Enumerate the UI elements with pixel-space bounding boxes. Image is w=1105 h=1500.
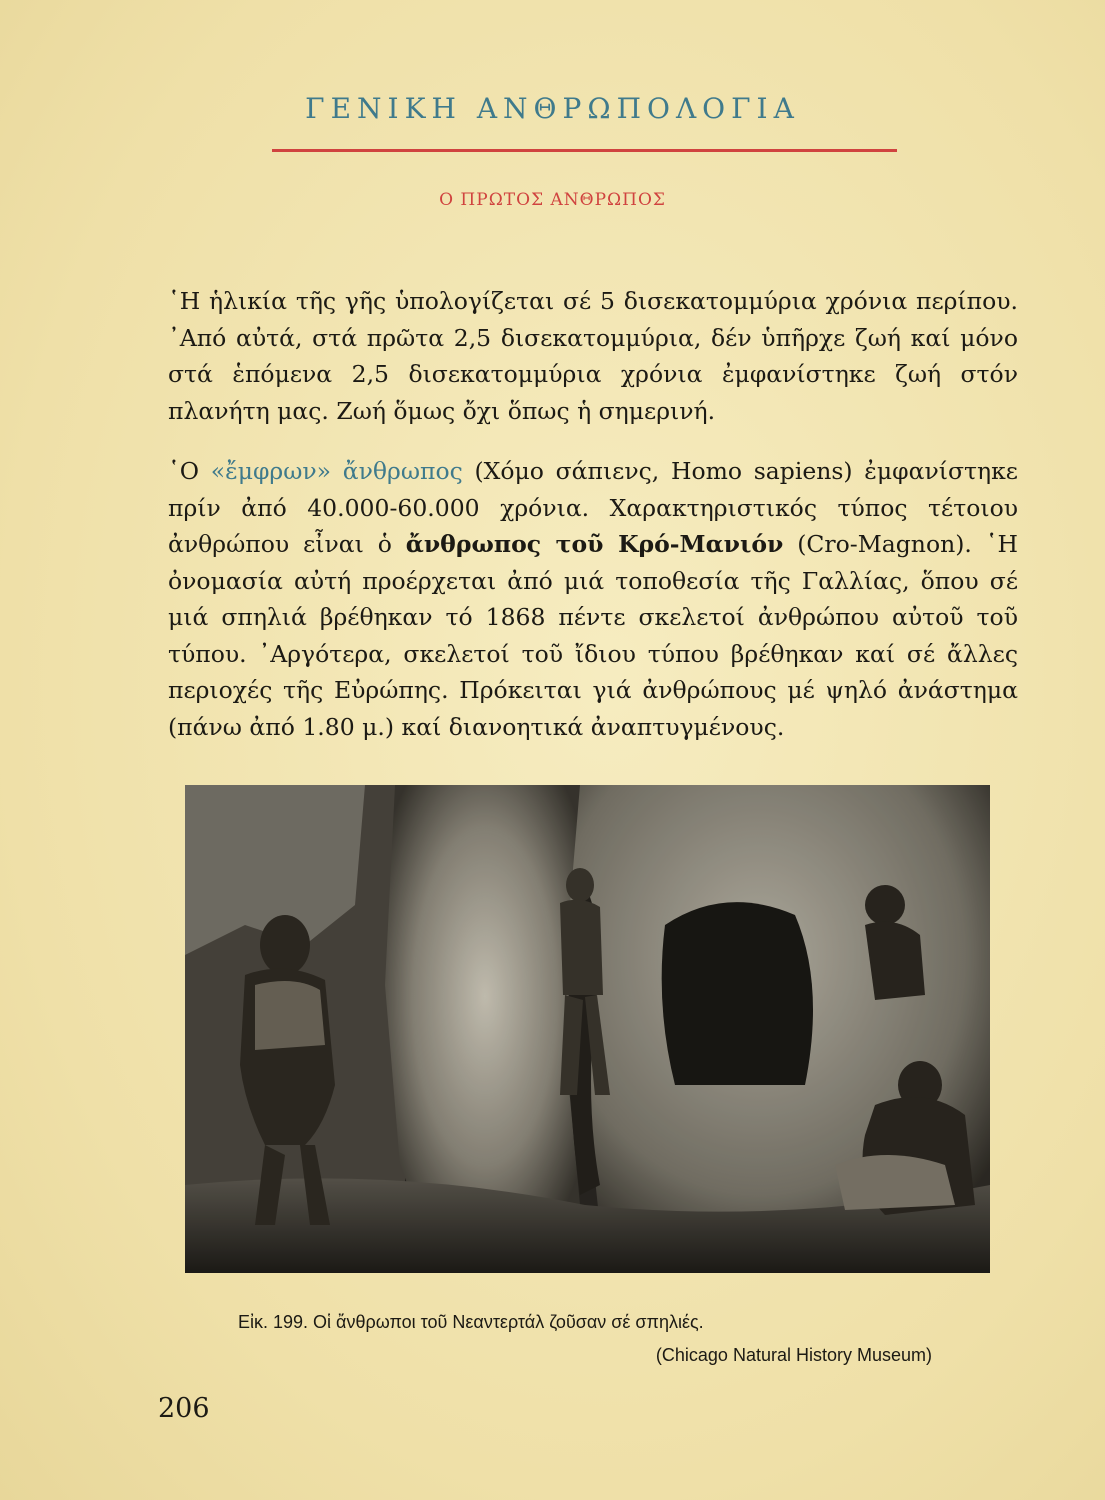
cave-photo bbox=[185, 785, 990, 1273]
bold-term: ἄνθρωπος τοῦ Κρό-Μανιόν bbox=[405, 530, 784, 558]
paragraph-2-part-1: (Χόμο σάπιενς, Homo sapiens) ἐμφανίστηκε πρίν ἀπό 40.000-60.000 χρόνια. Χαρακτηριστικός τύπος τέτοιου ἀνθρώπου εἶναι ὁ bbox=[168, 457, 1018, 558]
figure-caption: Εἰκ. 199. Οἱ ἄνθρωποι τοῦ Νεαντερτάλ ζοῦσαν σέ σπηλιές. bbox=[238, 1312, 704, 1332]
section-title: Ο ΠΡΩΤΟΣ ΑΝΘΡΩΠΟΣ bbox=[439, 190, 666, 210]
running-head: ΓΕΝΙΚΗ ΑΝΘΡΩΠΟΛΟΓΙΑ bbox=[305, 92, 800, 125]
paragraph-1: ῾Η ἡλικία τῆς γῆς ὑπολογίζεται σέ 5 δισεκατομμύρια χρόνια περίπου. ᾿Από αὐτά, στά πρῶτα 2,5 δισεκατομμύρια, δέν ὑπῆρχε ζωή καί μόνο στά ἑπόμενα 2,5 δισεκατομμύρια χρόνια ἐμφανίστηκε ζωή στόν πλανήτη μας. Ζωή ὅμως ὄχι ὅπως ἡ σημερινή. bbox=[168, 287, 1018, 425]
figure-credit: (Chicago Natural History Museum) bbox=[655, 1345, 932, 1365]
highlighted-term: «ἔμφρων» ἄνθρωπος bbox=[210, 457, 463, 485]
page-number: 206 bbox=[158, 1393, 210, 1424]
header-rule bbox=[272, 149, 897, 152]
paragraph-2-part-2: (Cro-Magnon). ῾Η ὀνομασία αὐτή προέρχεται ἀπό μιά τοποθεσία τῆς Γαλλίας, ὅπου σέ μιά σπηλιά βρέθηκαν τό 1868 πέντε σκελετοί ἀνθρώπου αὐτοῦ τοῦ τύπου. ᾿Αργότερα, σκελετοί τοῦ ἴδιου τύπου βρέθηκαν καί σέ ἄλλες περιοχές τῆς Εὐρώπης. Πρόκειται γιά ἀνθρώπους μέ ψηλό ἀνάστημα (πάνω ἀπό 1.80 μ.) καί διανοητικά ἀναπτυγμένους. bbox=[168, 530, 1019, 741]
paragraph-2-lead: ῾Ο bbox=[168, 457, 211, 485]
paragraph-2 bbox=[168, 453, 1018, 745]
